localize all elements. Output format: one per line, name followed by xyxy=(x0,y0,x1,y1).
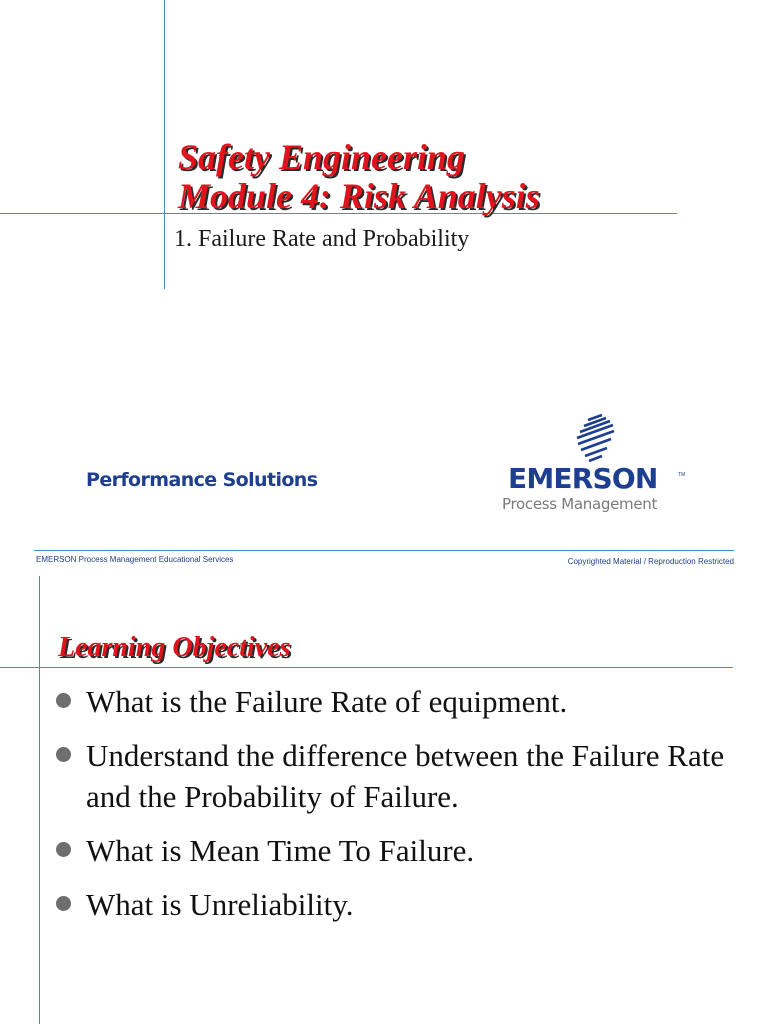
list-item xyxy=(56,681,736,722)
list-item xyxy=(56,884,736,925)
footer-rule xyxy=(34,550,734,551)
title-line-2: Module 4: Risk Analysis xyxy=(178,175,540,216)
objectives-list xyxy=(56,681,736,938)
process-management-tagline: Process Management xyxy=(502,495,658,513)
vertical-rule xyxy=(39,576,40,1024)
bullet-icon xyxy=(56,747,71,762)
list-item xyxy=(56,830,736,871)
vertical-rule xyxy=(164,0,165,289)
emerson-wordmark: EMERSON xyxy=(508,462,658,495)
slide-subtitle: 1. Failure Rate and Probability xyxy=(174,226,470,252)
title-line-1: Safety Engineering xyxy=(178,137,466,177)
trademark-symbol: TM xyxy=(678,472,686,478)
emerson-logo xyxy=(500,412,690,518)
bullet-icon xyxy=(56,693,71,708)
objective-text: Understand the difference between the Failure Rate and the Probability of Failure. xyxy=(86,738,725,814)
bullet-icon xyxy=(56,896,71,911)
bullet-icon xyxy=(56,842,71,857)
footer-right-text: Copyrighted Material / Reproduction Restricted xyxy=(567,557,734,566)
horizontal-rule xyxy=(0,667,733,668)
footer-left-text: EMERSON Process Management Educational Services xyxy=(36,555,234,564)
objectives-slide xyxy=(0,576,768,1024)
slide-title xyxy=(178,138,540,216)
performance-solutions-label: Performance Solutions xyxy=(86,469,318,491)
objective-text: What is Unreliability. xyxy=(86,887,354,922)
objective-text: What is the Failure Rate of equipment. xyxy=(86,684,568,719)
slide-title: Learning Objectives xyxy=(58,632,291,663)
list-item xyxy=(56,735,736,817)
objective-text: What is Mean Time To Failure. xyxy=(86,833,475,868)
emerson-stripes-icon xyxy=(575,412,615,462)
